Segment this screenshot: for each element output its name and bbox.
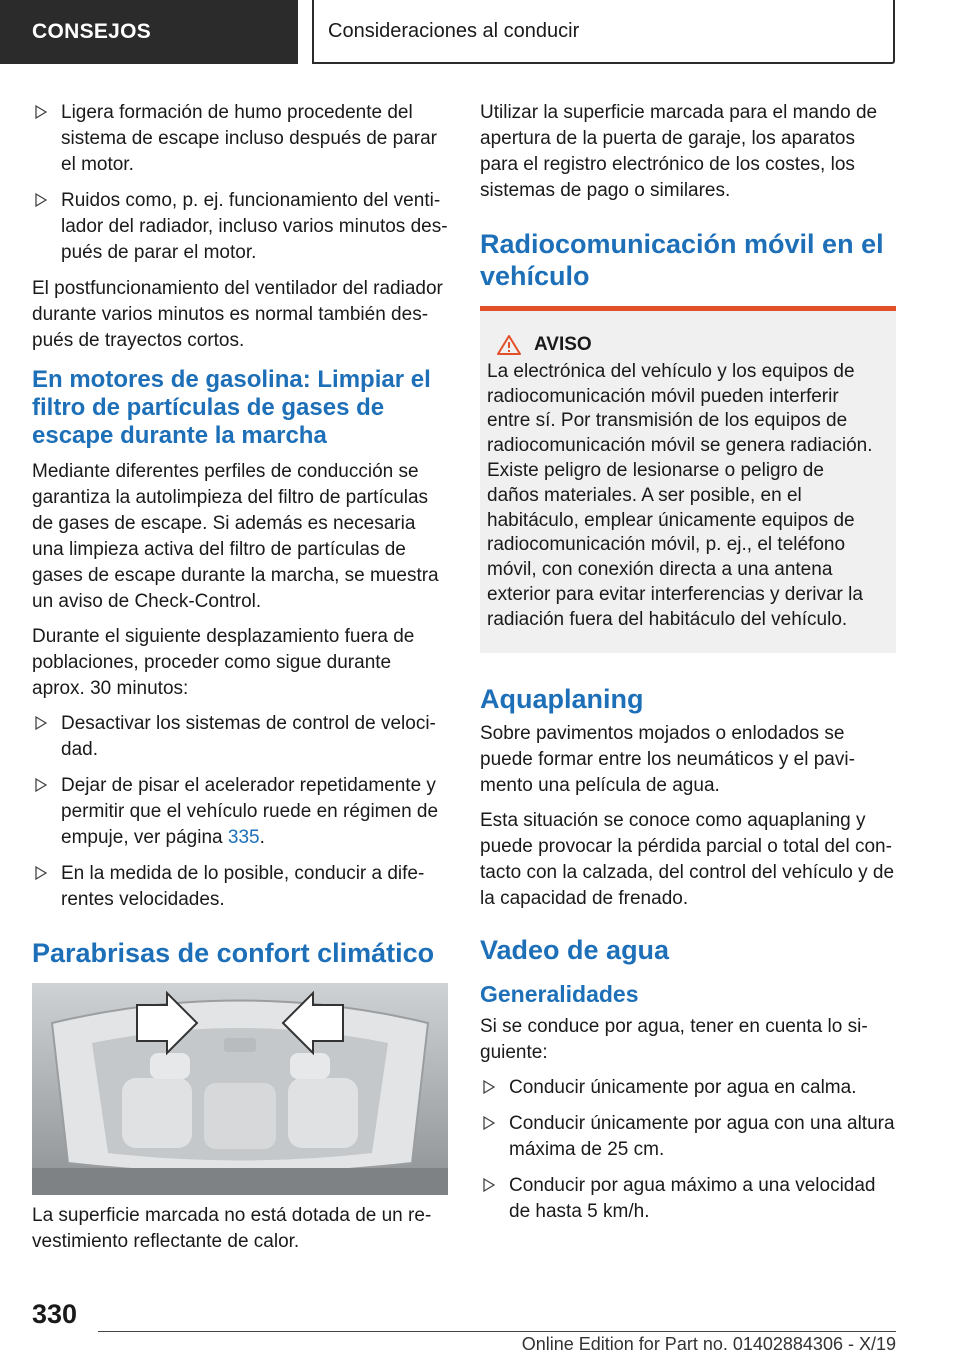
right-column xyxy=(480,100,896,1235)
page-header-title: Consideraciones al conducir xyxy=(312,0,895,64)
paragraph: Mediante diferentes perfiles de conducción se garantiza la autolimpieza del filtro de partículas de gases de escape. Si además es necesaria una limpieza activa del filtro de partículas de gases de escape durante la marcha, se muestra un aviso de Check-Control. xyxy=(32,461,439,612)
page-reference-link[interactable]: 335 xyxy=(227,827,260,848)
list-item-text-end: . xyxy=(259,827,265,848)
list-item xyxy=(32,773,448,851)
list-item xyxy=(32,861,448,913)
list-item-text: Conducir por agua máximo a una velocidad de hasta 5 km/h. xyxy=(509,1174,876,1222)
list-item xyxy=(480,1075,896,1101)
triangle-bullet-icon xyxy=(35,865,47,881)
triangle-bullet-icon xyxy=(35,715,47,731)
warning-title: AVISO xyxy=(534,334,592,355)
heading-vadeo: Vadeo de agua xyxy=(480,934,670,965)
list-item-text: Conducir únicamente por agua con una altura máxima de 25 cm. xyxy=(509,1112,895,1160)
warning-text: La electrónica del vehículo y los equipos de radiocomunicación móvil pueden interferir entre sí. Por transmisión de los equipos de radiocomunicación móvil se genera radiación. Existe peligro de lesionarse o peligro de daños materiales. A ser posible, en el habitáculo, emplear únicamente equipos de radiocomunicación móvil, p. ej., el teléfono móvil, con conexión directa a una antena exterior para evitar interferencias y derivar la radiación fuera del habitáculo del vehículo. xyxy=(487,360,873,630)
list-item-text: Conducir únicamente por agua en calma. xyxy=(509,1076,857,1098)
warning-header xyxy=(491,333,880,358)
paragraph: Sobre pavimentos mojados o enlodados se puede formar entre los neumáticos y el pavimento una película de agua. xyxy=(480,722,855,796)
list-item xyxy=(32,711,448,763)
list-item xyxy=(480,1111,896,1163)
section-tab: CONSEJOS xyxy=(0,0,298,64)
paragraph: Esta situación se conoce como aquaplaning y puede provocar la pérdida parcial o total del contacto con la calzada, del control del vehículo y de la capacidad de frenado. xyxy=(480,809,895,909)
triangle-bullet-icon xyxy=(483,1115,495,1131)
heading-parabrisas: Parabrisas de confort climático xyxy=(32,938,435,968)
list-item-text: Desactivar los sistemas de control de velocidad. xyxy=(61,713,436,760)
paragraph: Si se conduce por agua, tener en cuenta lo siguiente: xyxy=(480,1015,868,1063)
heading-gasolina: En motores de gasolina: Limpiar el filtro de partículas de gases de escape durante la marcha xyxy=(32,366,431,449)
footer-divider xyxy=(98,1331,896,1332)
page-number: 330 xyxy=(32,1299,78,1329)
triangle-bullet-icon xyxy=(35,777,47,793)
list-item-text: Dejar de pisar el acelerador repetidamente y permitir que el vehículo ruede en régimen de empuje, ver página xyxy=(61,775,439,848)
list-item-text: Ligera formación de humo procedente del sistema de escape incluso después de parar el motor. xyxy=(61,102,438,175)
list-item xyxy=(32,100,448,178)
left-column xyxy=(32,100,448,1264)
heading-aquaplaning: Aquaplaning xyxy=(480,683,644,714)
paragraph: Durante el siguiente desplazamiento fuera de poblaciones, proceder como sigue durante aprox. 30 minutos: xyxy=(32,626,415,699)
list-item xyxy=(32,188,448,266)
triangle-bullet-icon xyxy=(483,1079,495,1095)
heading-generalidades: Generalidades xyxy=(480,980,639,1007)
image-caption: La superficie marcada no está dotada de un revestimiento reflectante de calor. xyxy=(32,1205,432,1252)
paragraph: Utilizar la superficie marcada para el mando de apertura de la puerta de garaje, los aparatos para el registro electrónico de los costes, los sistemas de pago o similares. xyxy=(480,102,878,201)
warning-box xyxy=(480,306,896,653)
list-item-text: En la medida de lo posible, conducir a diferentes velocidades. xyxy=(61,863,425,910)
paragraph: El postfuncionamiento del ventilador del radiador durante varios minutos es normal también después de trayectos cortos. xyxy=(32,278,443,351)
triangle-bullet-icon xyxy=(35,192,47,208)
edition-note: Online Edition for Part no. 01402884306 - X/19 xyxy=(521,1334,896,1354)
warning-triangle-icon xyxy=(496,334,522,356)
heading-radio: Radiocomunicación móvil en el vehículo xyxy=(480,229,884,291)
windshield-illustration xyxy=(32,983,448,1195)
triangle-bullet-icon xyxy=(35,104,47,120)
list-item-text: Ruidos como, p. ej. funcionamiento del ventilador del radiador, incluso varios minutos después de parar el motor. xyxy=(61,190,448,263)
list-item xyxy=(480,1173,896,1225)
triangle-bullet-icon xyxy=(483,1177,495,1193)
